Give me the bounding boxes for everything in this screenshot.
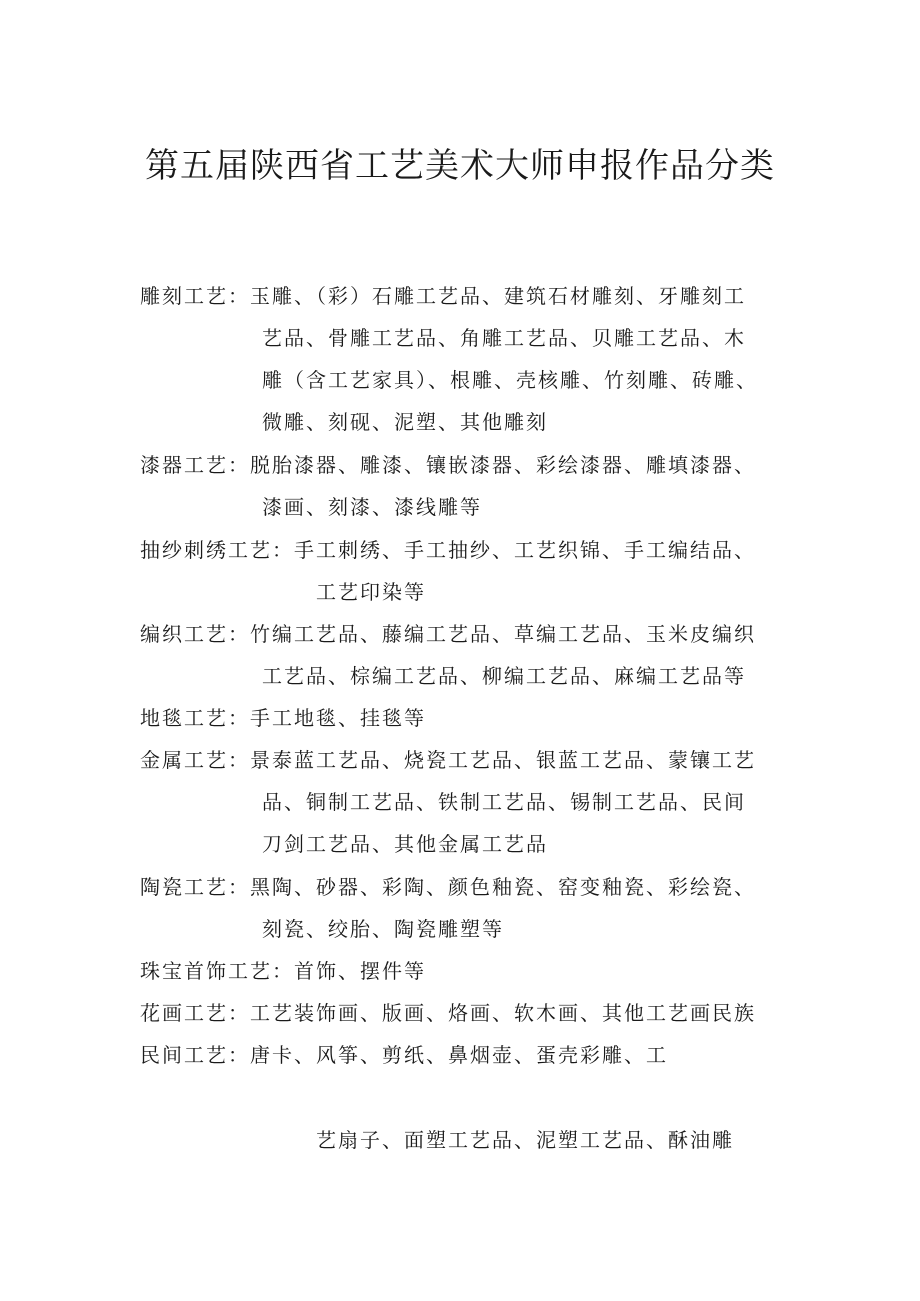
category-line (140, 873, 756, 901)
category-label: 雕刻工艺： (140, 284, 250, 308)
category-text: 黑陶、砂器、彩陶、颜色釉瓷、窑变釉瓷、彩绘瓷、 (250, 875, 756, 899)
category-text: 唐卡、风筝、剪纸、鼻烟壶、蛋壳彩雕、工 (250, 1043, 668, 1067)
category-line (140, 957, 426, 985)
category-label: 抽纱刺绣工艺： (140, 538, 294, 562)
category-line (140, 451, 756, 479)
category-text: 首饰、摆件等 (294, 959, 426, 983)
category-line: 品、铜制工艺品、铁制工艺品、锡制工艺品、民间 (262, 790, 746, 814)
category-line: 艺品、骨雕工艺品、角雕工艺品、贝雕工艺品、木 (262, 326, 746, 350)
category-label: 民间工艺： (140, 1043, 250, 1067)
category-label: 编织工艺： (140, 622, 250, 646)
category-label: 珠宝首饰工艺： (140, 959, 294, 983)
category-line: 艺扇子、面塑工艺品、泥塑工艺品、酥油雕 (316, 1128, 734, 1152)
category-text: 手工刺绣、手工抽纱、工艺织锦、手工编结品、 (294, 538, 756, 562)
category-line: 微雕、刻砚、泥塑、其他雕刻 (262, 410, 548, 434)
category-label: 漆器工艺： (140, 453, 250, 477)
category-line: 雕（含工艺家具）、根雕、壳核雕、竹刻雕、砖雕、 (262, 368, 758, 392)
category-label: 陶瓷工艺： (140, 875, 250, 899)
category-label: 金属工艺： (140, 748, 250, 772)
category-line (140, 282, 746, 310)
category-line: 刻瓷、绞胎、陶瓷雕塑等 (262, 917, 504, 941)
category-text: 玉雕、（彩）石雕工艺品、建筑石材雕刻、牙雕刻工 (250, 284, 746, 308)
category-line (140, 536, 756, 564)
category-line (140, 999, 756, 1027)
category-label: 地毯工艺： (140, 706, 250, 730)
category-line: 工艺品、棕编工艺品、柳编工艺品、麻编工艺品等 (262, 664, 746, 688)
category-text: 工艺装饰画、版画、烙画、软木画、其他工艺画民族 (250, 1001, 756, 1025)
category-line (140, 1041, 668, 1069)
category-line (140, 704, 426, 732)
category-text: 竹编工艺品、藤编工艺品、草编工艺品、玉米皮编织 (250, 622, 756, 646)
page-title: 第五届陕西省工艺美术大师申报作品分类 (145, 146, 775, 186)
category-text: 景泰蓝工艺品、烧瓷工艺品、银蓝工艺品、蒙镶工艺 (250, 748, 756, 772)
category-line: 刀剑工艺品、其他金属工艺品 (262, 832, 548, 856)
category-line: 漆画、刻漆、漆线雕等 (262, 495, 482, 519)
category-line (140, 746, 756, 774)
category-text: 脱胎漆器、雕漆、镶嵌漆器、彩绘漆器、雕填漆器、 (250, 453, 756, 477)
category-line (140, 620, 756, 648)
category-text: 手工地毯、挂毯等 (250, 706, 426, 730)
category-line: 工艺印染等 (316, 580, 426, 604)
category-label: 花画工艺： (140, 1001, 250, 1025)
